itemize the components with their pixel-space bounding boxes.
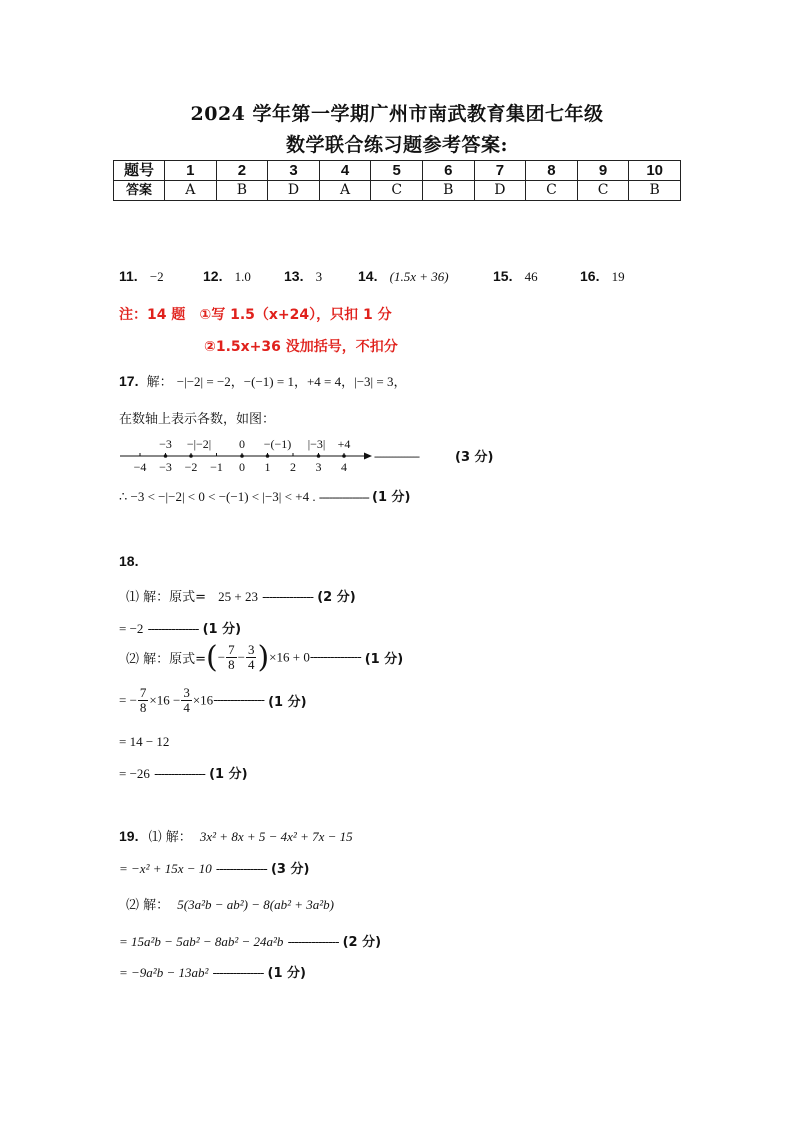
- q18-part1-line1: [126, 586, 356, 605]
- q17-expression: −|−2| = −2，−(−1) = 1，+4 = 4，|−3| = 3，: [176, 374, 407, 389]
- tick-label: 4: [341, 460, 347, 474]
- tick-label: −3: [159, 460, 172, 474]
- dash-leader: ---------------: [212, 966, 264, 981]
- denominator: 4: [247, 657, 255, 672]
- score: (2 分): [317, 590, 356, 605]
- question-number: 11.: [119, 268, 138, 284]
- arrow-icon: [364, 453, 372, 460]
- blank-answer-value: 3: [315, 269, 323, 284]
- answer-cell: C: [371, 181, 423, 201]
- dash-leader: ---------------: [213, 693, 265, 708]
- question-number: 14.: [358, 268, 378, 284]
- blank-answer-value: (1.5x + 36): [389, 269, 449, 284]
- answer-cell: B: [629, 181, 681, 201]
- part-expression-tail: ×16 + 0: [269, 649, 310, 665]
- q17-line1: [119, 371, 406, 390]
- q19-part2-line2: [119, 931, 381, 950]
- dash-leader: ---------------: [309, 650, 361, 665]
- score: (3 分): [270, 862, 310, 877]
- blank-answer-15: [493, 268, 538, 285]
- part-label: ⑵ 解：: [126, 898, 170, 913]
- point-marker: [164, 454, 168, 458]
- question-number: 16.: [580, 268, 600, 284]
- q19-part2-line1: [126, 894, 334, 913]
- dash-leader: ---------------: [287, 935, 339, 950]
- fraction: [246, 643, 257, 672]
- q18-part2-line4: [119, 763, 248, 782]
- question-number: 19.: [119, 828, 139, 844]
- tick-label: 1: [264, 460, 271, 474]
- row-label-answer: 答案: [114, 181, 165, 201]
- answer-cell: D: [474, 181, 526, 201]
- dash-leader: ---------------: [154, 767, 205, 782]
- q18-part2-line2: [119, 686, 307, 715]
- tick-label: −4: [133, 460, 147, 474]
- point-marker: [317, 454, 321, 458]
- question-number: 7: [474, 161, 526, 181]
- doc-title-line2: 数学联合练习题参考答案:: [285, 134, 508, 156]
- question-number: 6: [422, 161, 474, 181]
- blank-answer-value: 46: [524, 269, 538, 284]
- point-marker: [189, 454, 193, 458]
- part-expression: 25 + 23: [218, 589, 259, 604]
- question-number: 17.: [119, 373, 139, 389]
- question-number: 12.: [203, 268, 223, 284]
- result-expression: = −x² + 15x − 10: [119, 861, 212, 876]
- result-expression: = −26: [119, 766, 150, 781]
- grading-note-line2: ②1.5x+36 没加括号，不扣分: [204, 339, 398, 355]
- question-number: 13.: [284, 268, 304, 284]
- point-label: −3: [159, 437, 172, 451]
- answer-cell: B: [422, 181, 474, 201]
- part-label: ⑴ 解：: [148, 830, 192, 845]
- denominator: 8: [228, 657, 235, 672]
- dash-leader: ---------------: [318, 489, 369, 504]
- q17-intro: 在数轴上表示各数，如图：: [119, 412, 276, 427]
- answer-cell: A: [319, 181, 371, 201]
- score: (1 分): [209, 767, 248, 782]
- question-number: 9: [577, 161, 629, 181]
- score: (1 分): [364, 652, 404, 667]
- score: (1 分): [202, 622, 242, 637]
- q19-part1-result: [119, 858, 309, 877]
- minus-sign: −: [217, 649, 226, 665]
- numerator: 3: [183, 685, 190, 700]
- dash-leader: ---------------: [262, 590, 314, 605]
- dash-leader: ---------------: [215, 862, 267, 877]
- number-line-diagram: [112, 430, 512, 480]
- q17-conclusion-score: (1 分): [372, 490, 411, 505]
- result-expression: = 15a²b − 5ab² − 8ab² − 24a²b: [119, 934, 284, 949]
- score: (1 分): [268, 695, 307, 710]
- point-label: −(−1): [263, 437, 292, 451]
- solve-label: 解：: [146, 375, 173, 390]
- open-paren: (: [206, 640, 218, 675]
- blank-answer-16: [580, 268, 625, 285]
- result-expression: = −9a²b − 13ab²: [119, 965, 209, 980]
- equals-minus: = −: [119, 692, 137, 708]
- close-paren: ): [257, 640, 270, 675]
- blank-answer-14: [358, 268, 449, 285]
- tick-label: 3: [315, 460, 322, 474]
- blank-answer-value: −2: [149, 269, 164, 284]
- fraction: [181, 686, 192, 715]
- blank-answer-value: 1.0: [234, 269, 251, 284]
- tick-label: 0: [239, 460, 245, 474]
- question-number: 8: [526, 161, 578, 181]
- operator-text: ×16: [192, 692, 214, 708]
- blank-answer-value: 19: [611, 269, 625, 284]
- answer-table-answer-row: [114, 181, 681, 201]
- denominator: 4: [183, 700, 190, 715]
- question-number: 10: [629, 161, 681, 181]
- numerator: 7: [228, 642, 235, 657]
- row-label-number: 题号: [114, 161, 165, 181]
- answer-cell: C: [526, 181, 578, 201]
- point-label: 0: [239, 437, 245, 451]
- minus-sign: −: [237, 649, 245, 665]
- doc-title-line1: 2024 学年第一学期广州市南武教育集团七年级: [190, 103, 604, 125]
- part-label: ⑴ 解：原式=: [126, 590, 207, 605]
- question-number: 15.: [493, 268, 513, 284]
- q17-conclusion: [119, 486, 410, 505]
- answer-cell: A: [165, 181, 217, 201]
- question-number: 1: [165, 161, 217, 181]
- point-marker: [240, 454, 244, 458]
- answer-cell: C: [577, 181, 629, 201]
- q18-part2-line3: = 14 − 12: [119, 734, 170, 749]
- answer-cell: D: [268, 181, 320, 201]
- dash-leader: ---------------: [374, 449, 419, 463]
- numerator: 7: [139, 685, 147, 700]
- denominator: 8: [139, 700, 147, 715]
- tick-label: 2: [290, 460, 296, 474]
- part-label: ⑵ 解：原式=: [126, 652, 207, 667]
- question-number: 3: [268, 161, 320, 181]
- question-number: 5: [371, 161, 423, 181]
- point-label: −|−2|: [186, 437, 212, 451]
- point-marker: [266, 454, 270, 458]
- score: (2 分): [342, 935, 382, 950]
- point-label: +4: [337, 437, 351, 451]
- question-number: 2: [216, 161, 268, 181]
- q18-part1-result: [119, 618, 241, 637]
- answer-cell: B: [216, 181, 268, 201]
- fraction: [138, 686, 149, 715]
- point-label: |−3|: [307, 437, 326, 451]
- question-number: 4: [319, 161, 371, 181]
- numerator: 3: [247, 642, 255, 657]
- q18-part2-line1: [126, 640, 403, 675]
- answer-table: [113, 160, 681, 201]
- dash-leader: ---------------: [147, 622, 199, 637]
- tick-label: −2: [184, 460, 198, 474]
- answer-table-number-row: [114, 161, 681, 181]
- result-expression: = −2: [119, 621, 144, 636]
- score: (1 分): [267, 966, 307, 981]
- blank-answer-13: [284, 268, 322, 285]
- q19-part1-line1: [119, 826, 353, 845]
- part-expression: 5(3a²b − ab²) − 8(ab² + 3a²b): [177, 897, 335, 912]
- operator-text: ×16 −: [149, 692, 181, 708]
- fraction: [226, 643, 237, 672]
- q17-conclusion-expr: ∴ −3 < −|−2| < 0 < −(−1) < |−3| < +4 .: [119, 489, 316, 504]
- grading-note-line1: 注：14 题 ①写 1.5（x+24），只扣 1 分: [119, 307, 392, 323]
- blank-answer-12: [203, 268, 251, 285]
- q17-axis-score: (3 分): [455, 450, 494, 465]
- q18-number: 18.: [119, 553, 139, 569]
- point-marker: [342, 454, 346, 458]
- part-expression: 3x² + 8x + 5 − 4x² + 7x − 15: [199, 829, 353, 844]
- number-line-axis: [120, 437, 420, 474]
- tick-label: −1: [210, 460, 223, 474]
- q19-part2-line3: [119, 962, 306, 981]
- blank-answer-11: [119, 268, 164, 285]
